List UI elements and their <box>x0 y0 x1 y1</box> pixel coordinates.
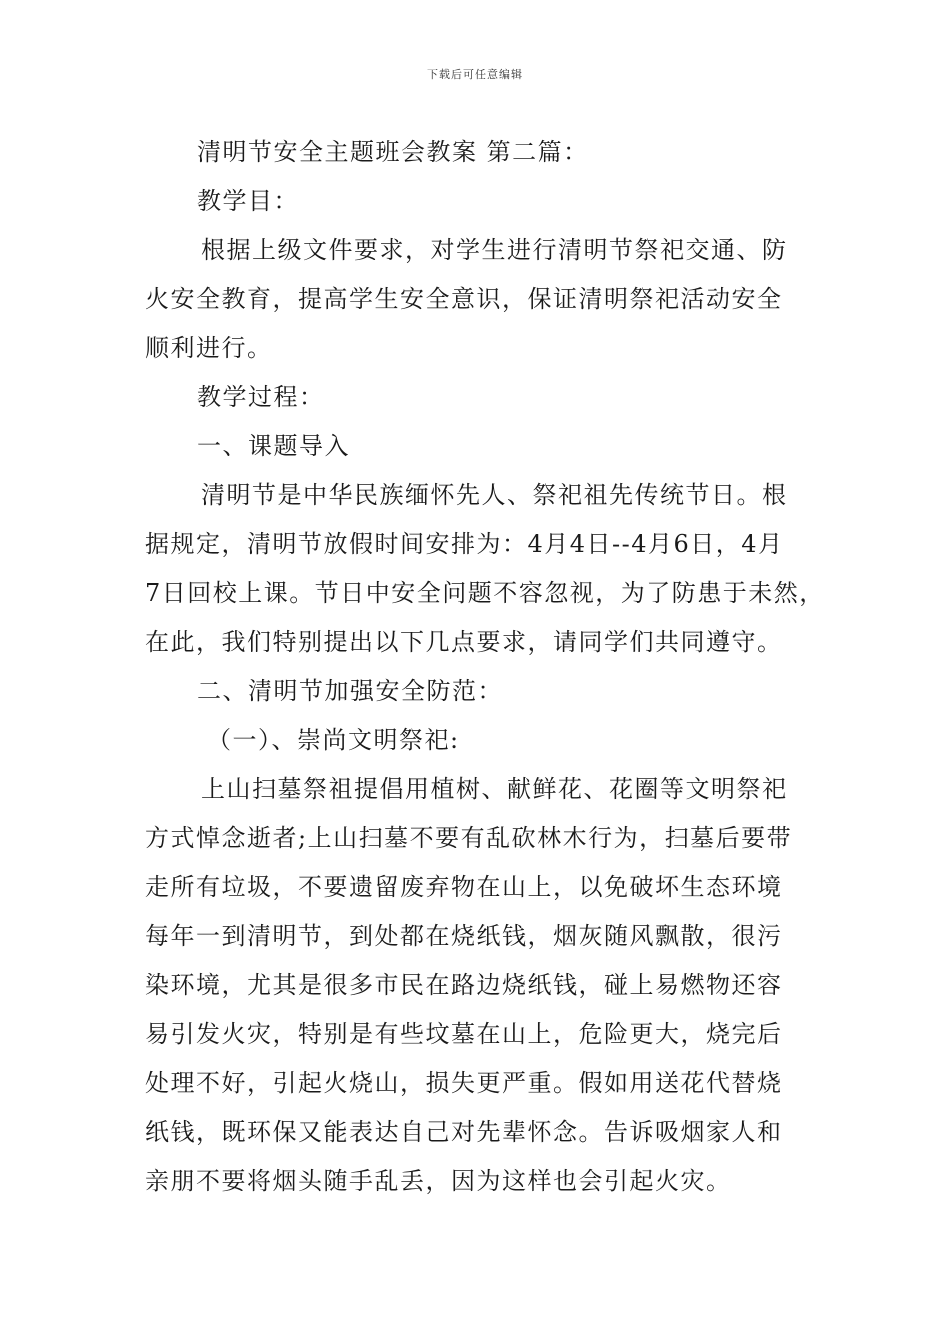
document-title: 清明节安全主题班会教案 第二篇： <box>197 138 589 166</box>
header-note: 下载后可任意编辑 <box>427 68 523 81</box>
section-heading: 教学目： <box>197 187 299 215</box>
paragraph-line: 根据上级文件要求，对学生进行清明节祭祀交通、防 <box>201 236 788 264</box>
paragraph-line: 在此，我们特别提出以下几点要求，请同学们共同遵守。 <box>145 628 783 656</box>
paragraph-line: 处理不好，引起火烧山，损失更严重。假如用送花代替烧 <box>145 1069 783 1097</box>
subsection-heading: （一）、崇尚文明祭祀: <box>207 726 460 754</box>
paragraph-line: 清明节是中华民族缅怀先人、祭祀祖先传统节日。根 <box>201 481 788 509</box>
paragraph-line: 染环境，尤其是很多市民在路边烧纸钱，碰上易燃物还容 <box>145 971 783 999</box>
section-heading: 二、清明节加强安全防范： <box>197 677 503 705</box>
paragraph-line: 火安全教育，提高学生安全意识，保证清明祭祀活动安全 <box>145 285 783 313</box>
paragraph-line: 据规定，清明节放假时间安排为：4月4日--4月6日，4月 <box>145 530 784 558</box>
paragraph-line: 上山扫墓祭祖提倡用植树、献鲜花、花圈等文明祭祀 <box>201 775 788 803</box>
paragraph-line: 顺利进行。 <box>145 334 273 362</box>
paragraph-line: 7日回校上课。节日中安全问题不容忽视，为了防患于未然， <box>145 579 825 607</box>
section-heading: 一、课题导入 <box>197 432 350 460</box>
paragraph-line: 亲朋不要将烟头随手乱丢，因为这样也会引起火灾。 <box>145 1167 732 1195</box>
paragraph-line: 纸钱，既环保又能表达自己对先辈怀念。告诉吸烟家人和 <box>145 1118 783 1146</box>
paragraph-line: 方式悼念逝者;上山扫墓不要有乱砍林木行为，扫墓后要带 <box>145 824 793 852</box>
document-body <box>145 128 825 1206</box>
paragraph-line: 走所有垃圾，不要遗留废弃物在山上，以免破坏生态环境 <box>145 873 783 901</box>
paragraph-line: 每年一到清明节，到处都在烧纸钱，烟灰随风飘散，很污 <box>145 922 783 950</box>
section-heading: 教学过程： <box>197 383 325 411</box>
paragraph-line: 易引发火灾，特别是有些坟墓在山上，危险更大，烧完后 <box>145 1020 783 1048</box>
